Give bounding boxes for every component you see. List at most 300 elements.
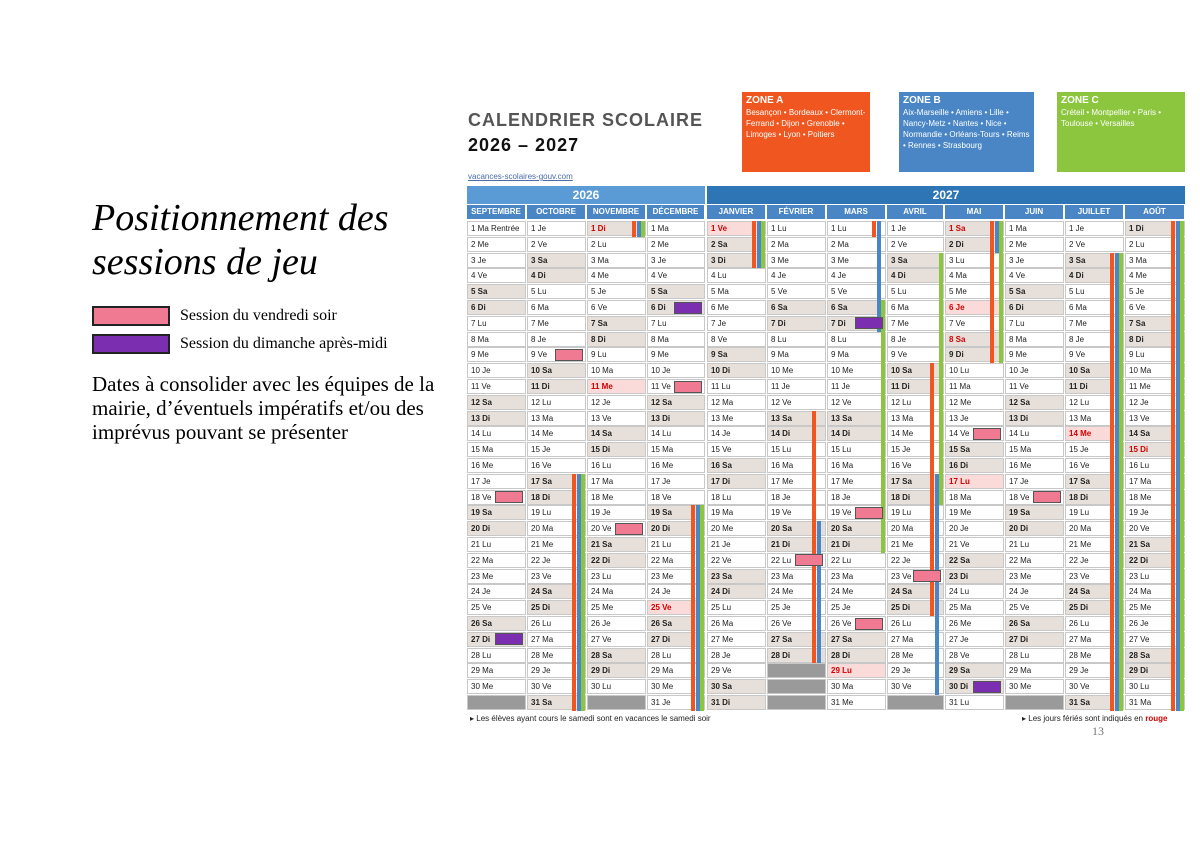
footnote-right-text: Les jours fériés sont indiqués en bbox=[1028, 714, 1143, 723]
day-cell: 12 Lu bbox=[527, 395, 586, 410]
day-cell: 19 Je bbox=[1125, 505, 1185, 520]
friday-session-marker bbox=[495, 491, 523, 503]
day-cell: 5 Lu bbox=[527, 284, 586, 299]
day-cell: 8 Di bbox=[1125, 332, 1185, 347]
sunday-session-marker bbox=[674, 302, 702, 314]
day-cell: 15 Ma bbox=[467, 442, 526, 457]
day-cell: 9 Lu bbox=[587, 347, 646, 362]
day-cell: 5 Sa bbox=[647, 284, 705, 299]
day-cell: 1 Di bbox=[1125, 221, 1185, 236]
day-cell: 20 Ve bbox=[587, 521, 646, 536]
day-cell: 25 Di bbox=[887, 600, 944, 615]
day-cell: 21 Lu bbox=[647, 537, 705, 552]
day-cell: 6 Je bbox=[945, 300, 1004, 315]
day-cell: 4 Ma bbox=[945, 268, 1004, 283]
day-cell: 15 Ma bbox=[1005, 442, 1064, 457]
day-cell: 4 Ve bbox=[647, 268, 705, 283]
day-cell: 15 Lu bbox=[827, 442, 886, 457]
day-cell: 13 Di bbox=[647, 411, 705, 426]
day-cell: 6 Ma bbox=[887, 300, 944, 315]
day-cell: 4 Ve bbox=[467, 268, 526, 283]
day-cell: 22 Di bbox=[587, 553, 646, 568]
day-cell: 13 Di bbox=[467, 411, 526, 426]
day-cell: 29 Lu bbox=[827, 663, 886, 678]
day-cell: 19 Je bbox=[587, 505, 646, 520]
day-cell: 24 Sa bbox=[527, 584, 586, 599]
day-cell: 29 Ve bbox=[707, 663, 766, 678]
day-cell: 8 Di bbox=[587, 332, 646, 347]
day-cell: 26 Sa bbox=[1005, 616, 1064, 631]
day-cell: 14 Lu bbox=[1005, 426, 1064, 441]
day-cell: 17 Je bbox=[1005, 474, 1064, 489]
day-cell: 18 Je bbox=[827, 490, 886, 505]
day-cell: 10 Lu bbox=[945, 363, 1004, 378]
day-cell: 5 Je bbox=[1125, 284, 1185, 299]
day-cell: 4 Lu bbox=[707, 268, 766, 283]
day-cell: 11 Di bbox=[1065, 379, 1124, 394]
calendar-title-years: 2026 – 2027 bbox=[468, 135, 580, 155]
consolidation-note: Dates à consolider avec les équipes de la mairie, d’éventuels impératifs et/ou des imprévus pouvant se présenter bbox=[92, 372, 435, 444]
day-cell: 14 Lu bbox=[467, 426, 526, 441]
day-cell: 1 Ma Rentrée bbox=[467, 221, 526, 236]
day-cell: 25 Ma bbox=[945, 600, 1004, 615]
day-cell: 20 Sa bbox=[767, 521, 826, 536]
day-cell: 8 Ma bbox=[647, 332, 705, 347]
vacation-bar bbox=[1180, 221, 1184, 711]
zone-a-box bbox=[742, 92, 870, 172]
day-cell: 30 Me bbox=[647, 679, 705, 694]
day-cell: 14 Me bbox=[887, 426, 944, 441]
day-cell: 23 Ve bbox=[887, 569, 944, 584]
day-cell: 8 Lu bbox=[827, 332, 886, 347]
day-cell: 29 Je bbox=[527, 663, 586, 678]
day-cell: 12 Me bbox=[945, 395, 1004, 410]
month-header: NOVEMBRE bbox=[587, 205, 646, 219]
day-cell: 26 Me bbox=[945, 616, 1004, 631]
legend-swatch-friday bbox=[92, 306, 170, 326]
day-cell: 21 Me bbox=[527, 537, 586, 552]
day-cell: 2 Lu bbox=[1125, 237, 1185, 252]
calendar-title-line1: CALENDRIER SCOLAIRE bbox=[468, 110, 704, 130]
day-cell: 2 Me bbox=[467, 237, 526, 252]
day-cell: 8 Sa bbox=[945, 332, 1004, 347]
day-cell: 30 Lu bbox=[1125, 679, 1185, 694]
empty-day-cell bbox=[587, 695, 646, 710]
vacation-bar bbox=[700, 505, 704, 710]
month-header: JUILLET bbox=[1065, 205, 1124, 219]
day-cell: 7 Di bbox=[827, 316, 886, 331]
day-cell: 4 Je bbox=[767, 268, 826, 283]
day-cell: 22 Lu bbox=[767, 553, 826, 568]
day-cell: 2 Ma bbox=[767, 237, 826, 252]
day-cell: 7 Lu bbox=[647, 316, 705, 331]
day-cell: 16 Ma bbox=[827, 458, 886, 473]
slide-title: Positionnement des sessions de jeu bbox=[92, 197, 389, 283]
day-cell: 8 Ma bbox=[467, 332, 526, 347]
day-cell: 17 Sa bbox=[1065, 474, 1124, 489]
day-cell: 7 Sa bbox=[587, 316, 646, 331]
day-cell: 9 Me bbox=[467, 347, 526, 362]
day-cell: 18 Ve bbox=[647, 490, 705, 505]
day-cell: 17 Ma bbox=[587, 474, 646, 489]
day-cell: 21 Ve bbox=[945, 537, 1004, 552]
day-cell: 31 Ma bbox=[1125, 695, 1185, 710]
day-cell: 24 Je bbox=[1005, 584, 1064, 599]
day-cell: 7 Di bbox=[767, 316, 826, 331]
day-cell: 12 Je bbox=[1125, 395, 1185, 410]
day-cell: 28 Lu bbox=[1005, 648, 1064, 663]
day-cell: 14 Me bbox=[527, 426, 586, 441]
day-cell: 15 Di bbox=[587, 442, 646, 457]
day-cell: 6 Ve bbox=[587, 300, 646, 315]
day-cell: 26 Je bbox=[1125, 616, 1185, 631]
day-cell: 19 Lu bbox=[527, 505, 586, 520]
day-cell: 20 Ma bbox=[887, 521, 944, 536]
day-cell: 4 Me bbox=[587, 268, 646, 283]
day-cell: 9 Lu bbox=[1125, 347, 1185, 362]
day-cell: 18 Je bbox=[767, 490, 826, 505]
day-cell: 13 Ma bbox=[887, 411, 944, 426]
day-cell: 26 Ve bbox=[827, 616, 886, 631]
day-cell: 20 Di bbox=[1005, 521, 1064, 536]
day-cell: 19 Ve bbox=[827, 505, 886, 520]
day-cell: 14 Ve bbox=[945, 426, 1004, 441]
day-cell: 22 Di bbox=[1125, 553, 1185, 568]
day-cell: 6 Ve bbox=[1125, 300, 1185, 315]
day-cell: 10 Sa bbox=[887, 363, 944, 378]
day-cell: 30 Ve bbox=[887, 679, 944, 694]
day-cell: 1 Ma bbox=[1005, 221, 1064, 236]
day-cell: 24 Ma bbox=[1125, 584, 1185, 599]
day-cell: 12 Sa bbox=[1005, 395, 1064, 410]
day-cell: 23 Ma bbox=[827, 569, 886, 584]
day-cell: 6 Ma bbox=[1065, 300, 1124, 315]
vacation-bar bbox=[757, 221, 761, 268]
day-cell: 9 Me bbox=[1005, 347, 1064, 362]
day-cell: 28 Me bbox=[887, 648, 944, 663]
day-cell: 11 Me bbox=[1125, 379, 1185, 394]
day-cell: 22 Ve bbox=[707, 553, 766, 568]
day-cell: 30 Me bbox=[467, 679, 526, 694]
day-cell: 5 Ve bbox=[767, 284, 826, 299]
vacation-bar bbox=[872, 221, 876, 237]
day-cell: 25 Je bbox=[767, 600, 826, 615]
day-cell: 25 Di bbox=[527, 600, 586, 615]
school-calendar-grid bbox=[467, 186, 1185, 708]
zone-c-cities: Créteil • Montpellier • Paris • Toulouse • Versailles bbox=[1061, 108, 1161, 128]
day-cell: 5 Me bbox=[945, 284, 1004, 299]
day-cell: 16 Ve bbox=[1065, 458, 1124, 473]
day-cell: 30 Ma bbox=[827, 679, 886, 694]
day-cell: 7 Ve bbox=[945, 316, 1004, 331]
day-cell: 2 Ma bbox=[827, 237, 886, 252]
zone-a-title: ZONE A bbox=[746, 95, 784, 106]
day-cell: 18 Di bbox=[1065, 490, 1124, 505]
day-cell: 26 Ve bbox=[767, 616, 826, 631]
day-cell: 24 Di bbox=[707, 584, 766, 599]
day-cell: 27 Me bbox=[707, 632, 766, 647]
day-cell: 19 Sa bbox=[467, 505, 526, 520]
day-cell: 18 Ve bbox=[1005, 490, 1064, 505]
day-cell: 9 Ve bbox=[527, 347, 586, 362]
day-cell: 5 Ve bbox=[827, 284, 886, 299]
day-cell: 18 Ma bbox=[945, 490, 1004, 505]
day-cell: 12 Je bbox=[587, 395, 646, 410]
day-cell: 10 Ma bbox=[1125, 363, 1185, 378]
day-cell: 27 Ma bbox=[887, 632, 944, 647]
day-cell: 19 Sa bbox=[1005, 505, 1064, 520]
day-cell: 30 Ve bbox=[1065, 679, 1124, 694]
day-cell: 15 Di bbox=[1125, 442, 1185, 457]
friday-session-marker bbox=[555, 349, 583, 361]
day-cell: 27 Sa bbox=[767, 632, 826, 647]
day-cell: 3 Lu bbox=[945, 253, 1004, 268]
day-cell: 2 Ve bbox=[887, 237, 944, 252]
day-cell: 23 Ve bbox=[1065, 569, 1124, 584]
day-cell: 8 Ma bbox=[1005, 332, 1064, 347]
day-cell: 12 Ve bbox=[767, 395, 826, 410]
friday-session-marker bbox=[795, 554, 823, 566]
friday-session-marker bbox=[913, 570, 941, 582]
day-cell: 23 Me bbox=[467, 569, 526, 584]
day-cell: 17 Lu bbox=[945, 474, 1004, 489]
day-cell: 11 Ma bbox=[945, 379, 1004, 394]
day-cell: 21 Lu bbox=[1005, 537, 1064, 552]
day-cell: 6 Di bbox=[647, 300, 705, 315]
day-cell: 23 Ve bbox=[527, 569, 586, 584]
friday-session-marker bbox=[615, 523, 643, 535]
vacation-bar bbox=[1110, 253, 1114, 711]
day-cell: 26 Lu bbox=[1065, 616, 1124, 631]
day-cell: 3 Di bbox=[707, 253, 766, 268]
day-cell: 8 Je bbox=[887, 332, 944, 347]
month-header: JANVIER bbox=[707, 205, 766, 219]
day-cell: 30 Di bbox=[945, 679, 1004, 694]
day-cell: 15 Lu bbox=[767, 442, 826, 457]
day-cell: 31 Sa bbox=[527, 695, 586, 710]
day-cell: 30 Sa bbox=[707, 679, 766, 694]
vacation-bar bbox=[1176, 221, 1180, 711]
day-cell: 25 Lu bbox=[707, 600, 766, 615]
day-cell: 24 Je bbox=[467, 584, 526, 599]
day-cell: 13 Me bbox=[707, 411, 766, 426]
day-cell: 23 Lu bbox=[587, 569, 646, 584]
day-cell: 13 Je bbox=[945, 411, 1004, 426]
legend-item-friday bbox=[92, 304, 388, 328]
day-cell: 31 Lu bbox=[945, 695, 1004, 710]
day-cell: 16 Ve bbox=[887, 458, 944, 473]
day-cell: 4 Ve bbox=[1005, 268, 1064, 283]
day-cell: 11 Je bbox=[767, 379, 826, 394]
day-cell: 11 Lu bbox=[707, 379, 766, 394]
day-cell: 5 Ma bbox=[707, 284, 766, 299]
vacation-bar bbox=[935, 474, 939, 695]
day-cell: 16 Lu bbox=[1125, 458, 1185, 473]
day-cell: 24 Lu bbox=[945, 584, 1004, 599]
day-cell: 23 Lu bbox=[1125, 569, 1185, 584]
day-cell: 23 Me bbox=[647, 569, 705, 584]
day-cell: 25 Di bbox=[1065, 600, 1124, 615]
day-cell: 8 Lu bbox=[767, 332, 826, 347]
day-cell: 28 Di bbox=[767, 648, 826, 663]
day-cell: 20 Me bbox=[707, 521, 766, 536]
day-cell: 26 Ma bbox=[707, 616, 766, 631]
day-cell: 28 Di bbox=[827, 648, 886, 663]
day-cell: 17 Me bbox=[827, 474, 886, 489]
day-cell: 6 Me bbox=[707, 300, 766, 315]
day-cell: 3 Ma bbox=[587, 253, 646, 268]
sunday-session-marker bbox=[495, 633, 523, 645]
day-cell: 31 Sa bbox=[1065, 695, 1124, 710]
day-cell: 8 Je bbox=[1065, 332, 1124, 347]
day-cell: 25 Ve bbox=[647, 600, 705, 615]
day-cell: 20 Sa bbox=[827, 521, 886, 536]
day-cell: 25 Me bbox=[1125, 600, 1185, 615]
day-cell: 10 Sa bbox=[1065, 363, 1124, 378]
day-cell: 15 Ve bbox=[707, 442, 766, 457]
day-cell: 1 Je bbox=[1065, 221, 1124, 236]
zone-b-cities: Aix-Marseille • Amiens • Lille • Nancy-Metz • Nantes • Nice • Normandie • Orléans-Tours • Reims • Rennes • Strasbourg bbox=[903, 108, 1030, 150]
day-cell: 16 Di bbox=[945, 458, 1004, 473]
day-cell: 4 Di bbox=[887, 268, 944, 283]
month-header: JUIN bbox=[1005, 205, 1064, 219]
day-cell: 4 Di bbox=[527, 268, 586, 283]
day-cell: 2 Lu bbox=[587, 237, 646, 252]
day-cell: 11 Di bbox=[887, 379, 944, 394]
day-cell: 29 Ma bbox=[647, 663, 705, 678]
day-cell: 5 Je bbox=[587, 284, 646, 299]
day-cell: 23 Di bbox=[945, 569, 1004, 584]
vacation-bar bbox=[939, 253, 943, 506]
zone-b-title: ZONE B bbox=[903, 95, 941, 106]
day-cell: 18 Di bbox=[887, 490, 944, 505]
day-cell: 3 Me bbox=[767, 253, 826, 268]
day-cell: 17 Me bbox=[767, 474, 826, 489]
day-cell: 25 Je bbox=[827, 600, 886, 615]
day-cell: 1 Lu bbox=[767, 221, 826, 236]
day-cell: 18 Di bbox=[527, 490, 586, 505]
day-cell: 28 Lu bbox=[467, 648, 526, 663]
day-cell: 27 Sa bbox=[827, 632, 886, 647]
day-cell: 15 Je bbox=[1065, 442, 1124, 457]
day-cell: 27 Ma bbox=[1065, 632, 1124, 647]
day-cell: 24 Me bbox=[827, 584, 886, 599]
day-cell: 3 Me bbox=[827, 253, 886, 268]
day-cell: 13 Ve bbox=[587, 411, 646, 426]
legend-item-sunday bbox=[92, 332, 388, 356]
day-cell: 3 Je bbox=[1005, 253, 1064, 268]
day-cell: 5 Sa bbox=[467, 284, 526, 299]
zone-c-box bbox=[1057, 92, 1185, 172]
day-cell: 12 Sa bbox=[647, 395, 705, 410]
day-cell: 10 Di bbox=[707, 363, 766, 378]
day-cell: 22 Sa bbox=[945, 553, 1004, 568]
day-cell: 1 Di bbox=[587, 221, 646, 236]
day-cell: 17 Sa bbox=[887, 474, 944, 489]
zone-a-cities: Besançon • Bordeaux • Clermont-Ferrand • Dijon • Grenoble • Limoges • Lyon • Poitiers bbox=[746, 108, 866, 139]
source-link[interactable]: vacances-scolaires-gouv.com bbox=[468, 172, 573, 181]
vacation-bar bbox=[990, 221, 994, 363]
month-header: FÉVRIER bbox=[767, 205, 826, 219]
friday-session-marker bbox=[855, 507, 883, 519]
vacation-bar bbox=[581, 474, 585, 711]
day-cell: 11 Me bbox=[587, 379, 646, 394]
vacation-bar bbox=[761, 221, 765, 268]
day-cell: 29 Ma bbox=[1005, 663, 1064, 678]
day-cell: 17 Je bbox=[647, 474, 705, 489]
day-cell: 19 Me bbox=[945, 505, 1004, 520]
day-cell: 15 Ma bbox=[647, 442, 705, 457]
year-header-2026: 2026 bbox=[467, 186, 705, 204]
day-cell: 2 Di bbox=[945, 237, 1004, 252]
day-cell: 30 Lu bbox=[587, 679, 646, 694]
day-cell: 28 Lu bbox=[647, 648, 705, 663]
sunday-session-marker bbox=[855, 317, 883, 329]
vacation-bar bbox=[812, 411, 816, 664]
page-number: 13 bbox=[1092, 724, 1104, 738]
day-cell: 28 Je bbox=[707, 648, 766, 663]
day-cell: 9 Me bbox=[647, 347, 705, 362]
vacation-bar bbox=[999, 221, 1003, 363]
day-cell: 4 Je bbox=[827, 268, 886, 283]
day-cell: 13 Sa bbox=[767, 411, 826, 426]
day-cell: 24 Me bbox=[767, 584, 826, 599]
day-cell: 28 Ve bbox=[945, 648, 1004, 663]
day-cell: 13 Di bbox=[1005, 411, 1064, 426]
day-cell: 5 Sa bbox=[1005, 284, 1064, 299]
day-cell: 29 Di bbox=[587, 663, 646, 678]
day-cell: 14 Sa bbox=[1125, 426, 1185, 441]
day-cell: 4 Di bbox=[1065, 268, 1124, 283]
day-cell: 14 Di bbox=[827, 426, 886, 441]
day-cell: 20 Ve bbox=[1125, 521, 1185, 536]
day-cell: 13 Ma bbox=[1065, 411, 1124, 426]
day-cell: 14 Sa bbox=[587, 426, 646, 441]
day-cell: 9 Ma bbox=[827, 347, 886, 362]
day-cell: 21 Sa bbox=[587, 537, 646, 552]
calendar-title bbox=[468, 108, 703, 158]
day-cell: 3 Sa bbox=[527, 253, 586, 268]
day-cell: 11 Ve bbox=[647, 379, 705, 394]
day-cell: 21 Me bbox=[1065, 537, 1124, 552]
day-cell: 1 Lu bbox=[827, 221, 886, 236]
day-cell: 26 Sa bbox=[467, 616, 526, 631]
day-cell: 2 Ve bbox=[1065, 237, 1124, 252]
day-cell: 21 Di bbox=[767, 537, 826, 552]
day-cell: 23 Sa bbox=[707, 569, 766, 584]
day-cell: 7 Lu bbox=[1005, 316, 1064, 331]
day-cell: 27 Di bbox=[647, 632, 705, 647]
day-cell: 7 Me bbox=[1065, 316, 1124, 331]
day-cell: 11 Je bbox=[827, 379, 886, 394]
day-cell: 30 Me bbox=[1005, 679, 1064, 694]
day-cell: 2 Me bbox=[1005, 237, 1064, 252]
day-cell: 24 Sa bbox=[1065, 584, 1124, 599]
day-cell: 16 Sa bbox=[707, 458, 766, 473]
day-cell: 13 Sa bbox=[827, 411, 886, 426]
day-cell: 26 Sa bbox=[647, 616, 705, 631]
day-cell: 26 Lu bbox=[527, 616, 586, 631]
empty-day-cell bbox=[767, 663, 826, 678]
month-header: DÉCEMBRE bbox=[647, 205, 705, 219]
day-cell: 9 Ve bbox=[887, 347, 944, 362]
vacation-bar bbox=[637, 221, 641, 237]
day-cell: 10 Je bbox=[467, 363, 526, 378]
day-cell: 28 Me bbox=[1065, 648, 1124, 663]
day-cell: 20 Di bbox=[467, 521, 526, 536]
day-cell: 28 Sa bbox=[587, 648, 646, 663]
friday-session-marker bbox=[973, 428, 1001, 440]
